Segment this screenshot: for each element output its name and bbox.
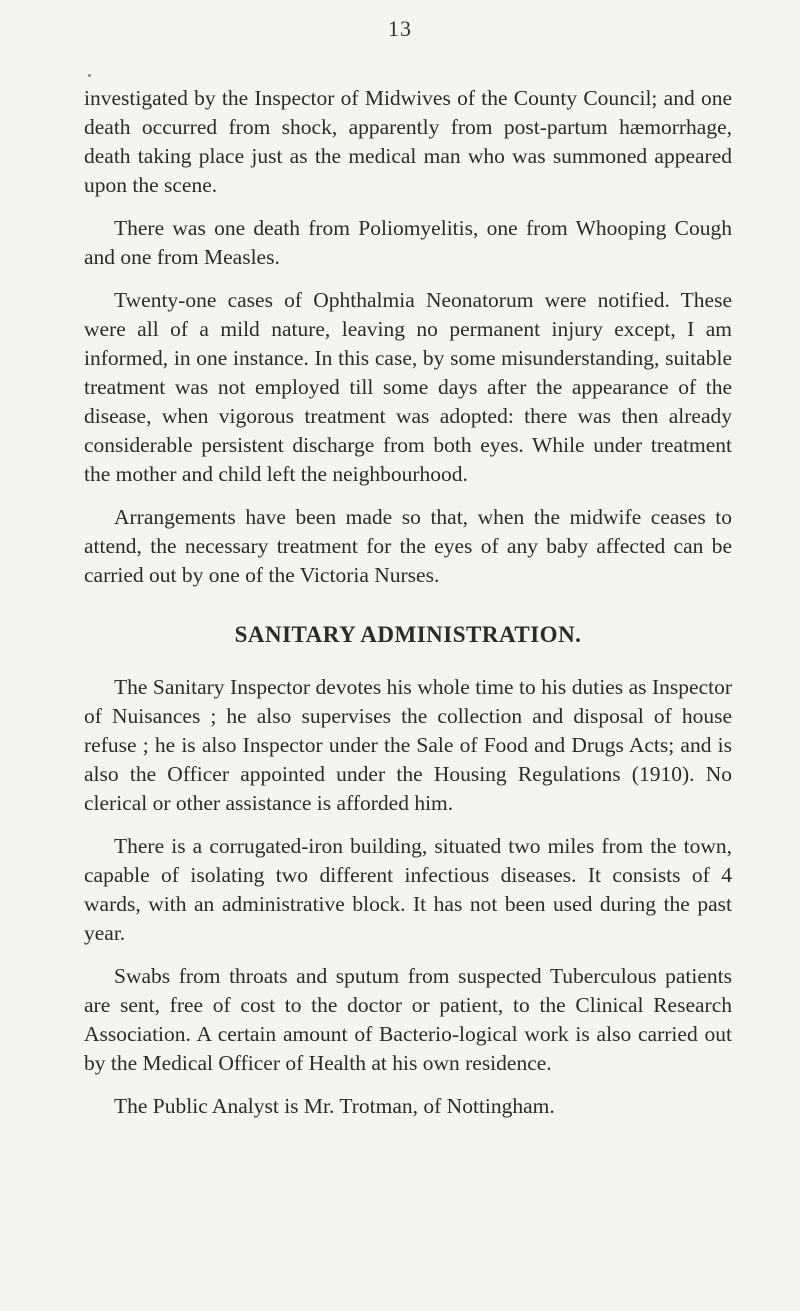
paragraph-bacteriology: Swabs from throats and sputum from suspected Tuberculous patients are sent, free of cost to the doctor or patient, to the Clinical Research Association. A certain amount of Bacterio-logical work is also carried out by the Medical Officer of Health at his own residence.: [84, 964, 732, 1075]
paragraph-infectious-deaths: There was one death from Poliomyelitis, one from Whooping Cough and one from Measles.: [84, 216, 732, 269]
paragraph-maternal-death: investigated by the Inspector of Midwives of the County Council; and one death occurred from shock, apparently from post-partum hæmorrhage, death taking place just as the medical man who was summoned appeared upon the scene.: [84, 86, 732, 197]
paragraph-sanitary-inspector: The Sanitary Inspector devotes his whole time to his duties as Inspector of Nuisances ; he also supervises the collection and disposal of house refuse ; he is also Inspector under the Sale of Food and Drugs Acts; and is also the Officer appointed under the Housing Regulations (1910). No clerical or other assistance is afforded him.: [84, 675, 732, 815]
paragraph-isolation-building: There is a corrugated-iron building, situated two miles from the town, capable of isolating two different infectious diseases. It consists of 4 wards, with an administrative block. It has not been used during the past year.: [84, 834, 732, 945]
page-number: 13: [388, 16, 412, 41]
section-heading: SANITARY ADMINISTRATION.: [234, 622, 582, 647]
paragraph-ophthalmia: Twenty-one cases of Ophthalmia Neonatorum were notified. These were all of a mild nature, leaving no permanent injury except, I am informed, in one instance. In this case, by some misunderstanding, suitable treatment was not employed till some days after the appearance of the disease, when vigorous treatment was adopted: there was then already considerable persistent discharge from both eyes. While under treatment the mother and child left the neighbourhood.: [84, 288, 732, 486]
body-text: [84, 84, 732, 1135]
paragraph-public-analyst: The Public Analyst is Mr. Trotman, of Nottingham.: [114, 1094, 555, 1118]
paragraph-victoria-nurses: Arrangements have been made so that, when the midwife ceases to attend, the necessary treatment for the eyes of any baby affected can be carried out by one of the Victoria Nurses.: [84, 505, 732, 587]
paper-speck: [88, 74, 91, 77]
